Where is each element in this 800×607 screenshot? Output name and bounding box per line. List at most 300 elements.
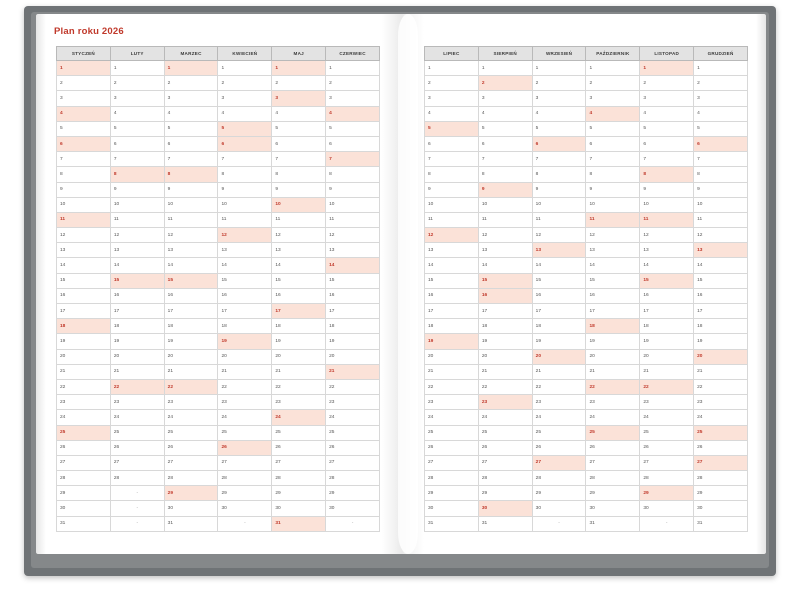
day-cell[interactable]: 17 <box>218 304 272 319</box>
day-cell[interactable]: 7 <box>110 152 164 167</box>
day-cell[interactable]: 22 <box>218 379 272 394</box>
day-cell[interactable]: 18 <box>164 319 218 334</box>
day-cell[interactable]: 5 <box>218 121 272 136</box>
day-cell[interactable]: 6 <box>218 136 272 151</box>
day-cell[interactable]: 6 <box>640 136 694 151</box>
day-cell[interactable]: 16 <box>218 288 272 303</box>
day-cell[interactable]: 10 <box>586 197 640 212</box>
day-cell[interactable]: 17 <box>694 304 748 319</box>
day-cell[interactable]: - <box>110 486 164 501</box>
day-cell[interactable]: 14 <box>326 258 380 273</box>
day-cell[interactable]: 5 <box>478 121 532 136</box>
day-cell[interactable]: 19 <box>272 334 326 349</box>
day-cell[interactable]: 18 <box>425 319 479 334</box>
day-cell[interactable]: - <box>110 516 164 531</box>
day-cell[interactable]: 21 <box>532 364 586 379</box>
day-cell[interactable]: 2 <box>640 76 694 91</box>
day-cell[interactable]: 31 <box>694 516 748 531</box>
day-cell[interactable]: 25 <box>478 425 532 440</box>
day-cell[interactable]: 17 <box>640 304 694 319</box>
day-cell[interactable]: 3 <box>326 91 380 106</box>
day-cell[interactable]: 25 <box>110 425 164 440</box>
day-cell[interactable]: 6 <box>164 136 218 151</box>
day-cell[interactable]: 23 <box>218 395 272 410</box>
day-cell[interactable]: 20 <box>425 349 479 364</box>
day-cell[interactable]: 30 <box>425 501 479 516</box>
day-cell[interactable]: 5 <box>640 121 694 136</box>
day-cell[interactable]: 11 <box>425 212 479 227</box>
day-cell[interactable]: 18 <box>694 319 748 334</box>
day-cell[interactable]: 22 <box>478 379 532 394</box>
day-cell[interactable]: 1 <box>218 61 272 76</box>
day-cell[interactable]: 3 <box>425 91 479 106</box>
day-cell[interactable]: 15 <box>326 273 380 288</box>
day-cell[interactable]: 13 <box>110 243 164 258</box>
day-cell[interactable]: 11 <box>478 212 532 227</box>
day-cell[interactable]: 1 <box>326 61 380 76</box>
day-cell[interactable]: 24 <box>218 410 272 425</box>
day-cell[interactable]: 23 <box>57 395 111 410</box>
day-cell[interactable]: 14 <box>272 258 326 273</box>
day-cell[interactable]: 17 <box>57 304 111 319</box>
day-cell[interactable]: 20 <box>478 349 532 364</box>
day-cell[interactable]: 5 <box>326 121 380 136</box>
day-cell[interactable]: 3 <box>218 91 272 106</box>
day-cell[interactable]: 14 <box>586 258 640 273</box>
day-cell[interactable]: 8 <box>640 167 694 182</box>
day-cell[interactable]: 16 <box>272 288 326 303</box>
day-cell[interactable]: 2 <box>694 76 748 91</box>
day-cell[interactable]: 15 <box>164 273 218 288</box>
day-cell[interactable]: 27 <box>164 455 218 470</box>
day-cell[interactable]: 23 <box>532 395 586 410</box>
day-cell[interactable]: 4 <box>57 106 111 121</box>
day-cell[interactable]: 10 <box>640 197 694 212</box>
day-cell[interactable]: 11 <box>694 212 748 227</box>
day-cell[interactable]: 21 <box>586 364 640 379</box>
day-cell[interactable]: 3 <box>478 91 532 106</box>
day-cell[interactable]: 28 <box>218 471 272 486</box>
day-cell[interactable]: 22 <box>326 379 380 394</box>
day-cell[interactable]: 26 <box>272 440 326 455</box>
day-cell[interactable]: 8 <box>57 167 111 182</box>
day-cell[interactable]: 23 <box>110 395 164 410</box>
day-cell[interactable]: 6 <box>425 136 479 151</box>
day-cell[interactable]: 22 <box>694 379 748 394</box>
day-cell[interactable]: 6 <box>586 136 640 151</box>
day-cell[interactable]: 25 <box>218 425 272 440</box>
day-cell[interactable]: 11 <box>640 212 694 227</box>
day-cell[interactable]: 28 <box>57 471 111 486</box>
day-cell[interactable]: 22 <box>164 379 218 394</box>
day-cell[interactable]: 21 <box>425 364 479 379</box>
day-cell[interactable]: 21 <box>272 364 326 379</box>
day-cell[interactable]: 22 <box>586 379 640 394</box>
day-cell[interactable]: 12 <box>694 228 748 243</box>
day-cell[interactable]: 26 <box>57 440 111 455</box>
day-cell[interactable]: 18 <box>110 319 164 334</box>
day-cell[interactable]: 7 <box>57 152 111 167</box>
day-cell[interactable]: 30 <box>532 501 586 516</box>
day-cell[interactable]: 6 <box>532 136 586 151</box>
day-cell[interactable]: 2 <box>532 76 586 91</box>
day-cell[interactable]: 17 <box>425 304 479 319</box>
day-cell[interactable]: 13 <box>532 243 586 258</box>
day-cell[interactable]: 2 <box>110 76 164 91</box>
day-cell[interactable]: 31 <box>164 516 218 531</box>
day-cell[interactable]: - <box>532 516 586 531</box>
day-cell[interactable]: 1 <box>694 61 748 76</box>
day-cell[interactable]: 13 <box>640 243 694 258</box>
day-cell[interactable]: 2 <box>164 76 218 91</box>
day-cell[interactable]: 15 <box>57 273 111 288</box>
day-cell[interactable]: 23 <box>640 395 694 410</box>
day-cell[interactable]: 11 <box>532 212 586 227</box>
day-cell[interactable]: - <box>326 516 380 531</box>
day-cell[interactable]: 24 <box>694 410 748 425</box>
day-cell[interactable]: 26 <box>425 440 479 455</box>
day-cell[interactable]: 10 <box>272 197 326 212</box>
day-cell[interactable]: 12 <box>57 228 111 243</box>
day-cell[interactable]: 25 <box>694 425 748 440</box>
day-cell[interactable]: 25 <box>326 425 380 440</box>
day-cell[interactable]: 1 <box>272 61 326 76</box>
day-cell[interactable]: 4 <box>694 106 748 121</box>
day-cell[interactable]: 7 <box>425 152 479 167</box>
day-cell[interactable]: 10 <box>57 197 111 212</box>
day-cell[interactable]: 24 <box>272 410 326 425</box>
day-cell[interactable]: 24 <box>640 410 694 425</box>
day-cell[interactable]: 4 <box>425 106 479 121</box>
day-cell[interactable]: 20 <box>640 349 694 364</box>
day-cell[interactable]: 8 <box>478 167 532 182</box>
day-cell[interactable]: 3 <box>586 91 640 106</box>
day-cell[interactable]: 21 <box>478 364 532 379</box>
day-cell[interactable]: 1 <box>164 61 218 76</box>
day-cell[interactable]: 10 <box>326 197 380 212</box>
day-cell[interactable]: 1 <box>57 61 111 76</box>
day-cell[interactable]: 7 <box>640 152 694 167</box>
day-cell[interactable]: 15 <box>425 273 479 288</box>
day-cell[interactable]: 8 <box>164 167 218 182</box>
day-cell[interactable]: 29 <box>694 486 748 501</box>
day-cell[interactable]: 18 <box>478 319 532 334</box>
day-cell[interactable]: 13 <box>425 243 479 258</box>
day-cell[interactable]: 6 <box>694 136 748 151</box>
day-cell[interactable]: 17 <box>272 304 326 319</box>
day-cell[interactable]: 9 <box>326 182 380 197</box>
day-cell[interactable]: 16 <box>110 288 164 303</box>
day-cell[interactable]: 11 <box>586 212 640 227</box>
day-cell[interactable]: 26 <box>218 440 272 455</box>
day-cell[interactable]: 29 <box>586 486 640 501</box>
day-cell[interactable]: 6 <box>110 136 164 151</box>
day-cell[interactable]: 31 <box>425 516 479 531</box>
day-cell[interactable]: 8 <box>586 167 640 182</box>
day-cell[interactable]: 24 <box>164 410 218 425</box>
day-cell[interactable]: 25 <box>586 425 640 440</box>
day-cell[interactable]: 16 <box>586 288 640 303</box>
day-cell[interactable]: 4 <box>164 106 218 121</box>
day-cell[interactable]: - <box>218 516 272 531</box>
day-cell[interactable]: 12 <box>478 228 532 243</box>
day-cell[interactable]: 12 <box>164 228 218 243</box>
day-cell[interactable]: 16 <box>478 288 532 303</box>
day-cell[interactable]: 10 <box>218 197 272 212</box>
day-cell[interactable]: 3 <box>57 91 111 106</box>
day-cell[interactable]: 18 <box>272 319 326 334</box>
day-cell[interactable]: 9 <box>164 182 218 197</box>
day-cell[interactable]: 19 <box>425 334 479 349</box>
day-cell[interactable]: 18 <box>326 319 380 334</box>
day-cell[interactable]: 12 <box>532 228 586 243</box>
day-cell[interactable]: 27 <box>218 455 272 470</box>
day-cell[interactable]: 7 <box>272 152 326 167</box>
day-cell[interactable]: 29 <box>326 486 380 501</box>
day-cell[interactable]: 28 <box>478 471 532 486</box>
day-cell[interactable]: 21 <box>110 364 164 379</box>
day-cell[interactable]: 27 <box>326 455 380 470</box>
day-cell[interactable]: 22 <box>272 379 326 394</box>
day-cell[interactable]: 19 <box>532 334 586 349</box>
day-cell[interactable]: 2 <box>57 76 111 91</box>
day-cell[interactable]: 30 <box>694 501 748 516</box>
day-cell[interactable]: 6 <box>57 136 111 151</box>
day-cell[interactable]: 29 <box>272 486 326 501</box>
day-cell[interactable]: 14 <box>110 258 164 273</box>
day-cell[interactable]: 23 <box>272 395 326 410</box>
day-cell[interactable]: 17 <box>478 304 532 319</box>
day-cell[interactable]: 28 <box>532 471 586 486</box>
day-cell[interactable]: 3 <box>532 91 586 106</box>
day-cell[interactable]: 26 <box>164 440 218 455</box>
day-cell[interactable]: - <box>110 501 164 516</box>
day-cell[interactable]: 28 <box>272 471 326 486</box>
day-cell[interactable]: 13 <box>272 243 326 258</box>
day-cell[interactable]: 2 <box>478 76 532 91</box>
day-cell[interactable]: 14 <box>478 258 532 273</box>
day-cell[interactable]: 3 <box>272 91 326 106</box>
day-cell[interactable]: 23 <box>694 395 748 410</box>
day-cell[interactable]: 27 <box>425 455 479 470</box>
day-cell[interactable]: 20 <box>272 349 326 364</box>
day-cell[interactable]: 13 <box>586 243 640 258</box>
day-cell[interactable]: 20 <box>218 349 272 364</box>
day-cell[interactable]: 1 <box>425 61 479 76</box>
day-cell[interactable]: 5 <box>532 121 586 136</box>
day-cell[interactable]: 3 <box>164 91 218 106</box>
day-cell[interactable]: 13 <box>326 243 380 258</box>
day-cell[interactable]: 17 <box>586 304 640 319</box>
day-cell[interactable]: 3 <box>110 91 164 106</box>
day-cell[interactable]: 28 <box>326 471 380 486</box>
day-cell[interactable]: 7 <box>586 152 640 167</box>
day-cell[interactable]: 12 <box>640 228 694 243</box>
day-cell[interactable]: 8 <box>425 167 479 182</box>
day-cell[interactable]: 1 <box>586 61 640 76</box>
day-cell[interactable]: 25 <box>272 425 326 440</box>
day-cell[interactable]: 5 <box>164 121 218 136</box>
day-cell[interactable]: 16 <box>164 288 218 303</box>
day-cell[interactable]: 18 <box>586 319 640 334</box>
day-cell[interactable]: 9 <box>478 182 532 197</box>
day-cell[interactable]: 10 <box>110 197 164 212</box>
day-cell[interactable]: 7 <box>532 152 586 167</box>
day-cell[interactable]: 11 <box>272 212 326 227</box>
day-cell[interactable]: 19 <box>586 334 640 349</box>
day-cell[interactable]: 19 <box>326 334 380 349</box>
day-cell[interactable]: 24 <box>57 410 111 425</box>
day-cell[interactable]: 24 <box>110 410 164 425</box>
day-cell[interactable]: 13 <box>218 243 272 258</box>
day-cell[interactable]: 6 <box>326 136 380 151</box>
day-cell[interactable]: 14 <box>694 258 748 273</box>
day-cell[interactable]: 2 <box>272 76 326 91</box>
day-cell[interactable]: 4 <box>586 106 640 121</box>
day-cell[interactable]: 8 <box>326 167 380 182</box>
day-cell[interactable]: 5 <box>694 121 748 136</box>
day-cell[interactable]: 1 <box>640 61 694 76</box>
day-cell[interactable]: 10 <box>532 197 586 212</box>
day-cell[interactable]: 23 <box>425 395 479 410</box>
day-cell[interactable]: 19 <box>478 334 532 349</box>
day-cell[interactable]: 20 <box>694 349 748 364</box>
day-cell[interactable]: 21 <box>640 364 694 379</box>
day-cell[interactable]: 9 <box>532 182 586 197</box>
day-cell[interactable]: 18 <box>640 319 694 334</box>
day-cell[interactable]: 9 <box>110 182 164 197</box>
day-cell[interactable]: 26 <box>326 440 380 455</box>
day-cell[interactable]: 30 <box>272 501 326 516</box>
day-cell[interactable]: 9 <box>425 182 479 197</box>
day-cell[interactable]: 22 <box>110 379 164 394</box>
day-cell[interactable]: 19 <box>218 334 272 349</box>
day-cell[interactable]: 11 <box>326 212 380 227</box>
day-cell[interactable]: 13 <box>478 243 532 258</box>
day-cell[interactable]: 19 <box>110 334 164 349</box>
day-cell[interactable]: 30 <box>640 501 694 516</box>
day-cell[interactable]: 1 <box>110 61 164 76</box>
day-cell[interactable]: 21 <box>57 364 111 379</box>
day-cell[interactable]: 14 <box>164 258 218 273</box>
day-cell[interactable]: 23 <box>586 395 640 410</box>
day-cell[interactable]: 15 <box>586 273 640 288</box>
day-cell[interactable]: 29 <box>478 486 532 501</box>
day-cell[interactable]: 29 <box>532 486 586 501</box>
day-cell[interactable]: 28 <box>586 471 640 486</box>
day-cell[interactable]: - <box>640 516 694 531</box>
day-cell[interactable]: 15 <box>110 273 164 288</box>
day-cell[interactable]: 21 <box>164 364 218 379</box>
day-cell[interactable]: 6 <box>272 136 326 151</box>
day-cell[interactable]: 16 <box>640 288 694 303</box>
day-cell[interactable]: 4 <box>326 106 380 121</box>
day-cell[interactable]: 30 <box>57 501 111 516</box>
day-cell[interactable]: 8 <box>694 167 748 182</box>
day-cell[interactable]: 9 <box>694 182 748 197</box>
day-cell[interactable]: 15 <box>478 273 532 288</box>
day-cell[interactable]: 17 <box>532 304 586 319</box>
day-cell[interactable]: 31 <box>586 516 640 531</box>
day-cell[interactable]: 20 <box>110 349 164 364</box>
day-cell[interactable]: 28 <box>694 471 748 486</box>
day-cell[interactable]: 2 <box>218 76 272 91</box>
day-cell[interactable]: 22 <box>532 379 586 394</box>
day-cell[interactable]: 30 <box>478 501 532 516</box>
day-cell[interactable]: 28 <box>640 471 694 486</box>
day-cell[interactable]: 7 <box>164 152 218 167</box>
day-cell[interactable]: 10 <box>478 197 532 212</box>
day-cell[interactable]: 27 <box>110 455 164 470</box>
day-cell[interactable]: 26 <box>586 440 640 455</box>
day-cell[interactable]: 20 <box>164 349 218 364</box>
day-cell[interactable]: 26 <box>478 440 532 455</box>
day-cell[interactable]: 19 <box>640 334 694 349</box>
day-cell[interactable]: 21 <box>218 364 272 379</box>
day-cell[interactable]: 12 <box>326 228 380 243</box>
day-cell[interactable]: 31 <box>478 516 532 531</box>
day-cell[interactable]: 15 <box>640 273 694 288</box>
day-cell[interactable]: 18 <box>532 319 586 334</box>
day-cell[interactable]: 12 <box>272 228 326 243</box>
day-cell[interactable]: 24 <box>478 410 532 425</box>
day-cell[interactable]: 13 <box>57 243 111 258</box>
day-cell[interactable]: 25 <box>164 425 218 440</box>
day-cell[interactable]: 19 <box>694 334 748 349</box>
day-cell[interactable]: 11 <box>57 212 111 227</box>
day-cell[interactable]: 23 <box>478 395 532 410</box>
day-cell[interactable]: 29 <box>640 486 694 501</box>
day-cell[interactable]: 24 <box>425 410 479 425</box>
day-cell[interactable]: 6 <box>478 136 532 151</box>
day-cell[interactable]: 20 <box>326 349 380 364</box>
day-cell[interactable]: 1 <box>532 61 586 76</box>
day-cell[interactable]: 29 <box>164 486 218 501</box>
day-cell[interactable]: 25 <box>57 425 111 440</box>
day-cell[interactable]: 27 <box>478 455 532 470</box>
day-cell[interactable]: 27 <box>586 455 640 470</box>
day-cell[interactable]: 13 <box>694 243 748 258</box>
day-cell[interactable]: 29 <box>218 486 272 501</box>
day-cell[interactable]: 4 <box>532 106 586 121</box>
day-cell[interactable]: 9 <box>218 182 272 197</box>
day-cell[interactable]: 17 <box>164 304 218 319</box>
day-cell[interactable]: 14 <box>218 258 272 273</box>
day-cell[interactable]: 5 <box>272 121 326 136</box>
day-cell[interactable]: 20 <box>57 349 111 364</box>
day-cell[interactable]: 9 <box>640 182 694 197</box>
day-cell[interactable]: 28 <box>425 471 479 486</box>
day-cell[interactable]: 2 <box>586 76 640 91</box>
day-cell[interactable]: 29 <box>425 486 479 501</box>
day-cell[interactable]: 27 <box>272 455 326 470</box>
day-cell[interactable]: 18 <box>218 319 272 334</box>
day-cell[interactable]: 22 <box>640 379 694 394</box>
day-cell[interactable]: 16 <box>694 288 748 303</box>
day-cell[interactable]: 28 <box>110 471 164 486</box>
day-cell[interactable]: 15 <box>694 273 748 288</box>
day-cell[interactable]: 10 <box>694 197 748 212</box>
day-cell[interactable]: 11 <box>164 212 218 227</box>
day-cell[interactable]: 23 <box>326 395 380 410</box>
day-cell[interactable]: 26 <box>110 440 164 455</box>
day-cell[interactable]: 13 <box>164 243 218 258</box>
day-cell[interactable]: 4 <box>218 106 272 121</box>
day-cell[interactable]: 5 <box>425 121 479 136</box>
day-cell[interactable]: 4 <box>640 106 694 121</box>
day-cell[interactable]: 19 <box>164 334 218 349</box>
day-cell[interactable]: 20 <box>586 349 640 364</box>
